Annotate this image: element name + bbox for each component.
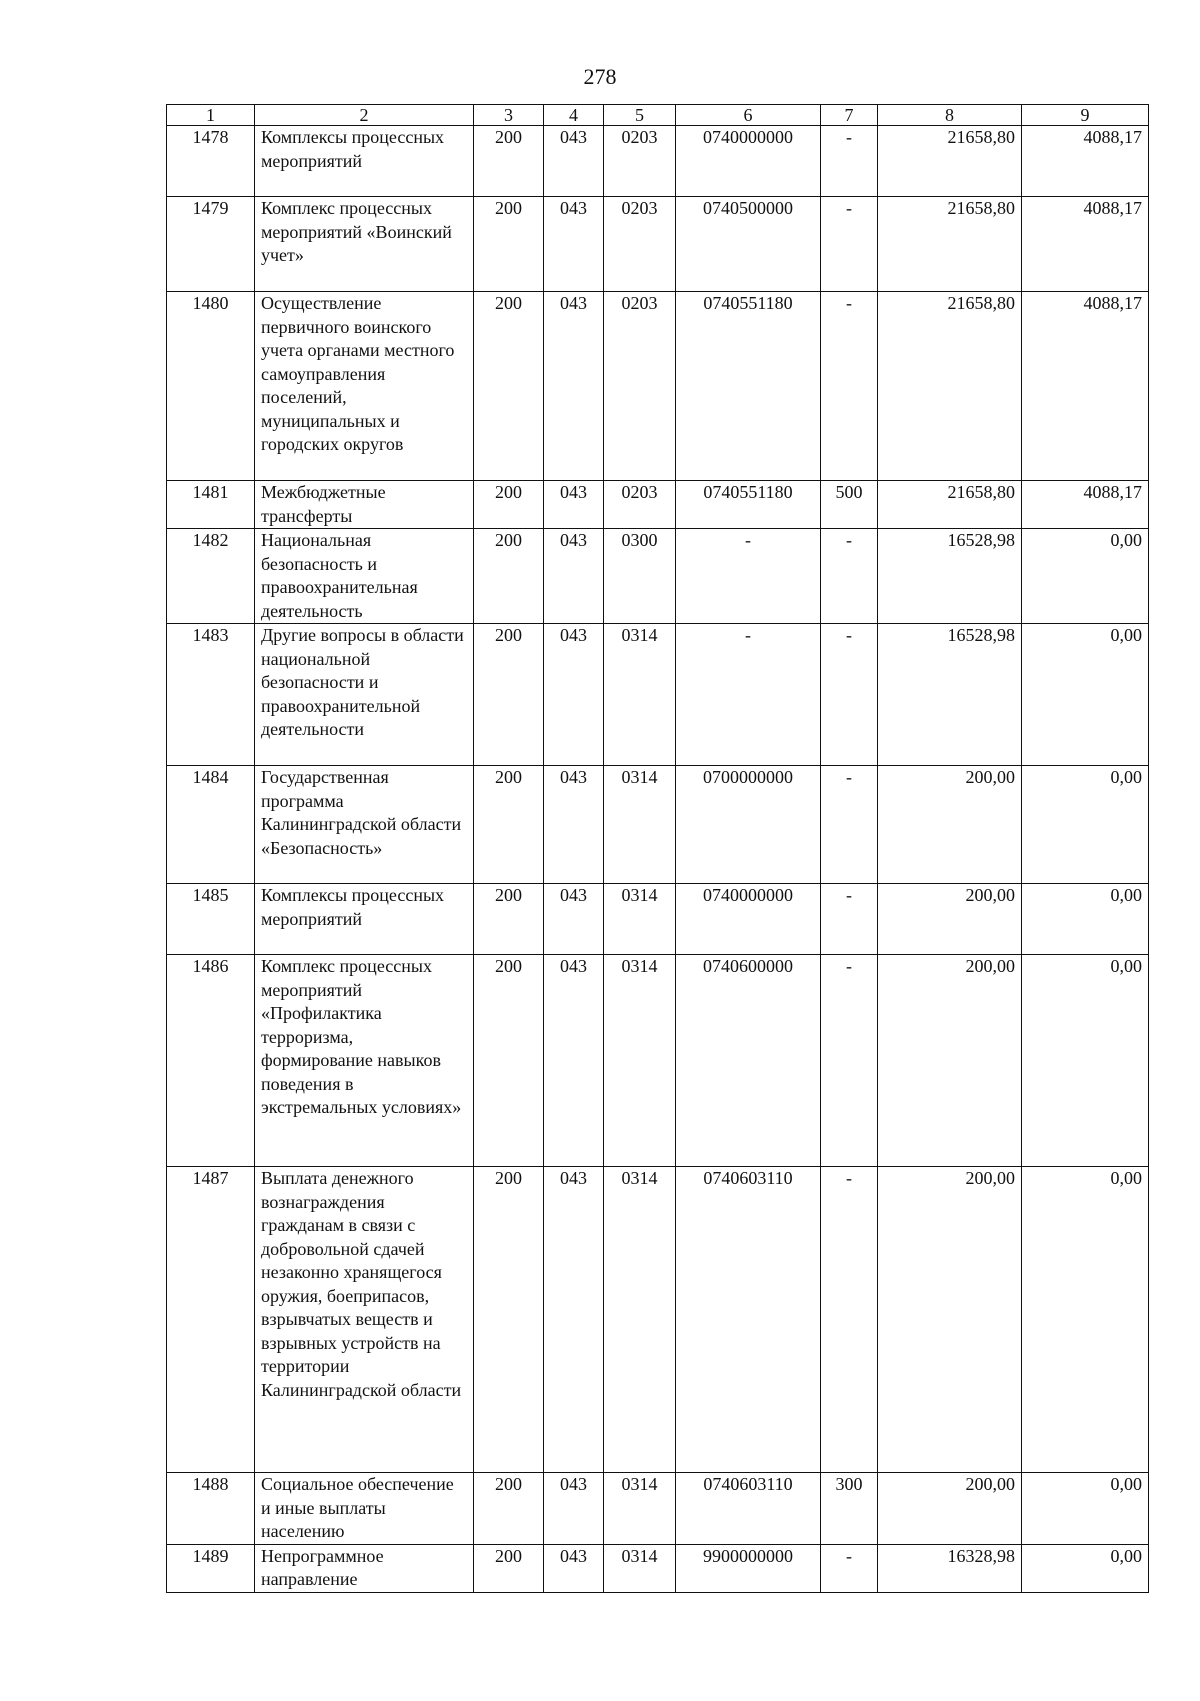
row-col-3: 200	[474, 766, 544, 884]
row-col-5: 0203	[604, 292, 676, 481]
row-id: 1479	[167, 197, 255, 292]
row-col-6: 0740600000	[676, 955, 821, 1167]
table-row	[167, 955, 1149, 1167]
row-col-3: 200	[474, 126, 544, 197]
row-name: Непрограммное направление	[255, 1544, 474, 1592]
row-col-5: 0300	[604, 529, 676, 624]
row-col-5: 0314	[604, 1544, 676, 1592]
row-col-8: 200,00	[878, 1473, 1022, 1545]
row-col-4: 043	[544, 766, 604, 884]
row-col-8: 21658,80	[878, 126, 1022, 197]
row-col-6: 0740000000	[676, 884, 821, 955]
row-col-7: -	[821, 529, 878, 624]
row-id: 1486	[167, 955, 255, 1167]
page-number: 278	[583, 64, 617, 89]
row-col-5: 0203	[604, 481, 676, 529]
row-col-7: -	[821, 1544, 878, 1592]
row-col-5: 0314	[604, 955, 676, 1167]
table-row	[167, 197, 1149, 292]
row-col-4: 043	[544, 1167, 604, 1473]
row-col-9: 4088,17	[1022, 292, 1149, 481]
row-name: Межбюджетные трансферты	[255, 481, 474, 529]
row-name: Комплексы процессных мероприятий	[255, 884, 474, 955]
row-col-9: 4088,17	[1022, 481, 1149, 529]
row-col-7: -	[821, 292, 878, 481]
row-col-9: 0,00	[1022, 1473, 1149, 1545]
table-header-row	[167, 105, 1149, 126]
row-col-3: 200	[474, 624, 544, 766]
row-id: 1482	[167, 529, 255, 624]
row-col-9: 4088,17	[1022, 197, 1149, 292]
table-row	[167, 624, 1149, 766]
row-col-9: 0,00	[1022, 1544, 1149, 1592]
row-col-4: 043	[544, 624, 604, 766]
row-name: Выплата денежного вознаграждения гражданам в связи с добровольной сдачей незаконно хранящегося оружия, боеприпасов, взрывчатых веществ и взрывных устройств на территории Калининградской области	[255, 1167, 474, 1473]
row-id: 1489	[167, 1544, 255, 1592]
row-col-6: 0740500000	[676, 197, 821, 292]
table-row	[167, 1473, 1149, 1545]
header-col-7: 7	[821, 105, 878, 126]
header-col-2: 2	[255, 105, 474, 126]
row-col-4: 043	[544, 1544, 604, 1592]
table-row	[167, 292, 1149, 481]
row-col-8: 200,00	[878, 766, 1022, 884]
row-col-6: 0740603110	[676, 1473, 821, 1545]
row-name: Осуществление первичного воинского учета органами местного самоуправления поселений, муниципальных и городских округов	[255, 292, 474, 481]
row-col-8: 200,00	[878, 884, 1022, 955]
row-col-4: 043	[544, 529, 604, 624]
row-col-9: 4088,17	[1022, 126, 1149, 197]
row-col-8: 21658,80	[878, 292, 1022, 481]
row-col-3: 200	[474, 955, 544, 1167]
row-col-3: 200	[474, 1473, 544, 1545]
row-col-7: -	[821, 884, 878, 955]
row-name: Комплекс процессных мероприятий «Профилактика терроризма, формирование навыков поведения в экстремальных условиях»	[255, 955, 474, 1167]
row-col-5: 0314	[604, 1473, 676, 1545]
header-col-8: 8	[878, 105, 1022, 126]
table-row	[167, 884, 1149, 955]
budget-table	[166, 104, 1149, 1593]
row-name: Национальная безопасность и правоохранительная деятельность	[255, 529, 474, 624]
row-id: 1483	[167, 624, 255, 766]
row-col-6: -	[676, 624, 821, 766]
row-col-7: -	[821, 624, 878, 766]
row-col-8: 16528,98	[878, 624, 1022, 766]
row-col-4: 043	[544, 126, 604, 197]
row-id: 1481	[167, 481, 255, 529]
row-col-9: 0,00	[1022, 529, 1149, 624]
row-name: Другие вопросы в области национальной безопасности и правоохранительной деятельности	[255, 624, 474, 766]
row-col-6: 0700000000	[676, 766, 821, 884]
row-col-9: 0,00	[1022, 884, 1149, 955]
row-col-8: 16328,98	[878, 1544, 1022, 1592]
row-col-6: 9900000000	[676, 1544, 821, 1592]
row-name: Комплекс процессных мероприятий «Воинский учет»	[255, 197, 474, 292]
row-col-3: 200	[474, 1167, 544, 1473]
row-col-3: 200	[474, 481, 544, 529]
row-col-9: 0,00	[1022, 1167, 1149, 1473]
row-id: 1487	[167, 1167, 255, 1473]
row-col-5: 0314	[604, 624, 676, 766]
row-col-4: 043	[544, 197, 604, 292]
row-col-3: 200	[474, 529, 544, 624]
row-col-5: 0203	[604, 197, 676, 292]
row-name: Социальное обеспечение и иные выплаты населению	[255, 1473, 474, 1545]
row-id: 1478	[167, 126, 255, 197]
row-col-4: 043	[544, 1473, 604, 1545]
row-col-8: 16528,98	[878, 529, 1022, 624]
row-col-6: 0740551180	[676, 481, 821, 529]
row-col-7: -	[821, 1167, 878, 1473]
row-col-7: -	[821, 766, 878, 884]
row-id: 1485	[167, 884, 255, 955]
table-row	[167, 766, 1149, 884]
row-col-7: -	[821, 955, 878, 1167]
row-col-3: 200	[474, 197, 544, 292]
header-col-3: 3	[474, 105, 544, 126]
table-row	[167, 126, 1149, 197]
table-row	[167, 1544, 1149, 1592]
table-row	[167, 529, 1149, 624]
row-col-8: 200,00	[878, 955, 1022, 1167]
row-col-4: 043	[544, 955, 604, 1167]
header-col-1: 1	[167, 105, 255, 126]
row-name: Комплексы процессных мероприятий	[255, 126, 474, 197]
header-col-6: 6	[676, 105, 821, 126]
row-col-9: 0,00	[1022, 624, 1149, 766]
row-id: 1488	[167, 1473, 255, 1545]
row-col-5: 0314	[604, 1167, 676, 1473]
row-col-5: 0314	[604, 884, 676, 955]
row-col-6: 0740603110	[676, 1167, 821, 1473]
row-col-7: 300	[821, 1473, 878, 1545]
row-col-8: 21658,80	[878, 197, 1022, 292]
row-col-4: 043	[544, 481, 604, 529]
row-col-3: 200	[474, 292, 544, 481]
row-col-6: 0740000000	[676, 126, 821, 197]
row-col-7: -	[821, 197, 878, 292]
row-name: Государственная программа Калининградской области «Безопасность»	[255, 766, 474, 884]
row-col-5: 0203	[604, 126, 676, 197]
row-col-5: 0314	[604, 766, 676, 884]
header-col-9: 9	[1022, 105, 1149, 126]
row-col-3: 200	[474, 1544, 544, 1592]
header-col-5: 5	[604, 105, 676, 126]
row-id: 1480	[167, 292, 255, 481]
row-col-9: 0,00	[1022, 766, 1149, 884]
row-col-6: -	[676, 529, 821, 624]
row-col-8: 21658,80	[878, 481, 1022, 529]
row-col-4: 043	[544, 292, 604, 481]
row-col-8: 200,00	[878, 1167, 1022, 1473]
row-col-7: 500	[821, 481, 878, 529]
row-col-4: 043	[544, 884, 604, 955]
row-col-3: 200	[474, 884, 544, 955]
row-col-9: 0,00	[1022, 955, 1149, 1167]
header-col-4: 4	[544, 105, 604, 126]
table-row	[167, 1167, 1149, 1473]
row-col-6: 0740551180	[676, 292, 821, 481]
row-id: 1484	[167, 766, 255, 884]
row-col-7: -	[821, 126, 878, 197]
table-row	[167, 481, 1149, 529]
